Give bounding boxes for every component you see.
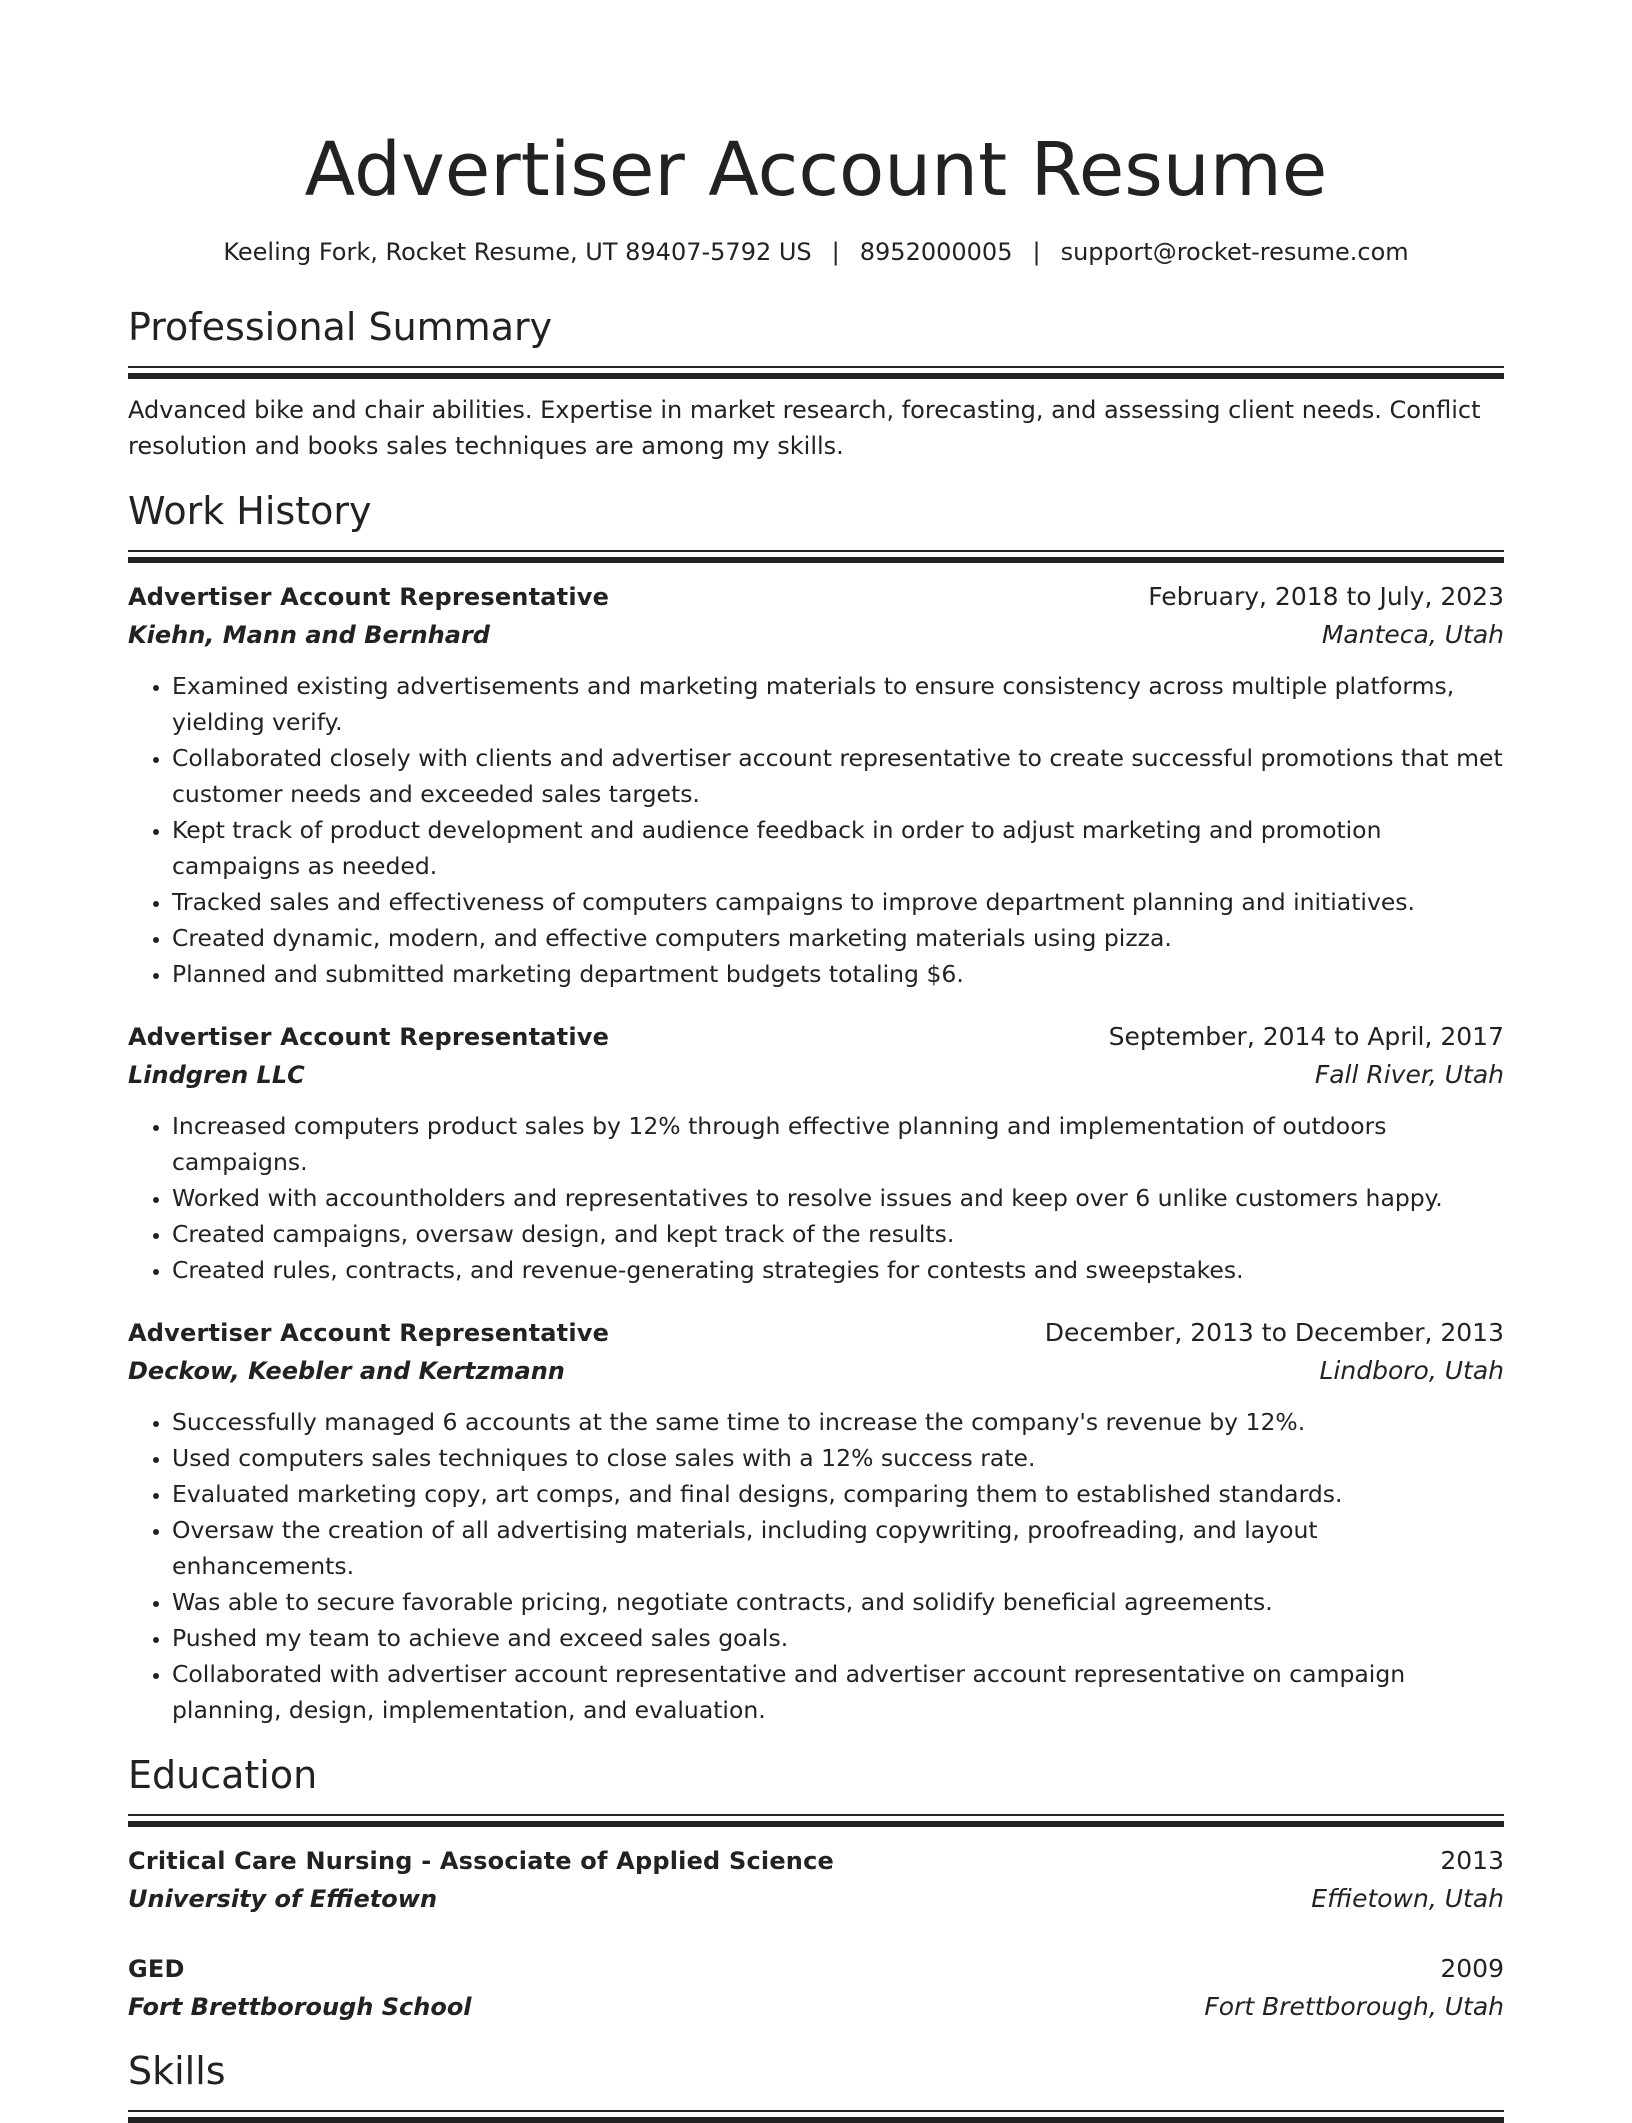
job-dates: December, 2013 to December, 2013 <box>1044 1318 1504 1347</box>
contact-phone: 8952000005 <box>859 238 1013 266</box>
job-location: Fall River, Utah <box>1314 1060 1504 1089</box>
job-dates: February, 2018 to July, 2023 <box>1148 582 1504 611</box>
section-divider <box>128 366 1504 378</box>
education-location: Effietown, Utah <box>1311 1884 1504 1913</box>
section-heading-skills: Skills <box>128 2049 226 2093</box>
job-bullet: • Pushed my team to achieve and exceed sales goals. <box>172 1620 1504 1656</box>
education-entry <box>128 1950 1504 2026</box>
job-entry <box>128 1314 1504 1728</box>
education-year: 2009 <box>1440 1954 1504 1983</box>
education-year: 2013 <box>1440 1846 1504 1875</box>
job-bullet: • Collaborated closely with clients and advertiser account representative to create successful promotions that met customer needs and exceeded sales targets. <box>172 740 1504 812</box>
job-bullet: • Kept track of product development and audience feedback in order to adjust marketing and promotion campaigns as needed. <box>172 812 1504 884</box>
section-divider <box>128 1814 1504 1826</box>
education-location: Fort Brettborough, Utah <box>1204 1992 1504 2021</box>
summary-text: Advanced bike and chair abilities. Expertise in market research, forecasting, and assessing client needs. Conflict resolution and books sales techniques are among my skills. <box>128 396 1481 460</box>
contact-email: support@rocket-resume.com <box>1060 238 1409 266</box>
education-school: University of Effietown <box>128 1885 438 1913</box>
job-header-row <box>128 578 1504 616</box>
education-subheader-row <box>128 1988 1504 2026</box>
job-header-row <box>128 1314 1504 1352</box>
job-entry <box>128 1018 1504 1288</box>
job-company: Deckow, Keebler and Kertzmann <box>128 1357 565 1385</box>
resume-title: Advertiser Account Resume <box>304 127 1328 213</box>
job-bullet: • Increased computers product sales by 12% through effective planning and implementation of outdoors campaigns. <box>172 1108 1504 1180</box>
job-company: Kiehn, Mann and Bernhard <box>128 621 490 649</box>
contact-address: Keeling Fork, Rocket Resume, UT 89407-5792 US <box>223 238 812 266</box>
section-heading-education: Education <box>128 1753 318 1797</box>
job-bullet: • Planned and submitted marketing department budgets totaling $6. <box>172 956 1504 992</box>
summary-section <box>128 302 1504 464</box>
job-header-row <box>128 1018 1504 1056</box>
job-bullets <box>128 1108 1504 1288</box>
contact-line <box>128 236 1504 268</box>
section-heading-summary: Professional Summary <box>128 305 553 349</box>
job-location: Lindboro, Utah <box>1319 1356 1504 1385</box>
job-subheader-row <box>128 1352 1504 1390</box>
job-subheader-row <box>128 616 1504 654</box>
section-heading-work-history: Work History <box>128 489 372 533</box>
education-header-row <box>128 1950 1504 1988</box>
education-subheader-row <box>128 1880 1504 1918</box>
job-bullet: • Created dynamic, modern, and effective computers marketing materials using pizza. <box>172 920 1504 956</box>
education-school: Fort Brettborough School <box>128 1993 472 2021</box>
job-bullet: • Was able to secure favorable pricing, negotiate contracts, and solidify beneficial agreements. <box>172 1584 1504 1620</box>
job-bullet: • Evaluated marketing copy, art comps, and final designs, comparing them to established standards. <box>172 1476 1504 1512</box>
job-bullets <box>128 668 1504 992</box>
job-title: Advertiser Account Representative <box>128 1023 610 1051</box>
job-bullet: • Tracked sales and effectiveness of computers campaigns to improve department planning and initiatives. <box>172 884 1504 920</box>
job-bullet: • Examined existing advertisements and marketing materials to ensure consistency across multiple platforms, yielding verify. <box>172 668 1504 740</box>
section-divider <box>128 550 1504 562</box>
job-entry <box>128 578 1504 992</box>
job-title: Advertiser Account Representative <box>128 1319 610 1347</box>
job-title: Advertiser Account Representative <box>128 583 610 611</box>
work-history-section <box>128 486 1504 1728</box>
education-degree: GED <box>128 1955 185 1983</box>
job-dates: September, 2014 to April, 2017 <box>1108 1022 1504 1051</box>
education-section <box>128 1750 1504 2026</box>
job-company: Lindgren LLC <box>128 1061 305 1089</box>
skills-section <box>128 2046 1504 2122</box>
job-bullet: • Worked with accountholders and representatives to resolve issues and keep over 6 unlike customers happy. <box>172 1180 1504 1216</box>
job-bullet: • Successfully managed 6 accounts at the same time to increase the company's revenue by 12%. <box>172 1404 1504 1440</box>
job-bullet: • Collaborated with advertiser account representative and advertiser account representative on campaign planning, design, implementation, and evaluation. <box>172 1656 1504 1728</box>
job-bullet: • Oversaw the creation of all advertising materials, including copywriting, proofreading, and layout enhancements. <box>172 1512 1504 1584</box>
contact-separator: | <box>831 238 840 266</box>
job-subheader-row <box>128 1056 1504 1094</box>
job-bullet: • Created campaigns, oversaw design, and kept track of the results. <box>172 1216 1504 1252</box>
job-bullets <box>128 1404 1504 1728</box>
contact-separator: | <box>1032 238 1041 266</box>
resume-page <box>128 0 1504 2122</box>
education-entry <box>128 1842 1504 1918</box>
education-degree: Critical Care Nursing - Associate of Applied Science <box>128 1847 834 1875</box>
job-location: Manteca, Utah <box>1321 620 1504 649</box>
job-bullet: • Used computers sales techniques to close sales with a 12% success rate. <box>172 1440 1504 1476</box>
job-bullet: • Created rules, contracts, and revenue-generating strategies for contests and sweepstakes. <box>172 1252 1504 1288</box>
education-header-row <box>128 1842 1504 1880</box>
